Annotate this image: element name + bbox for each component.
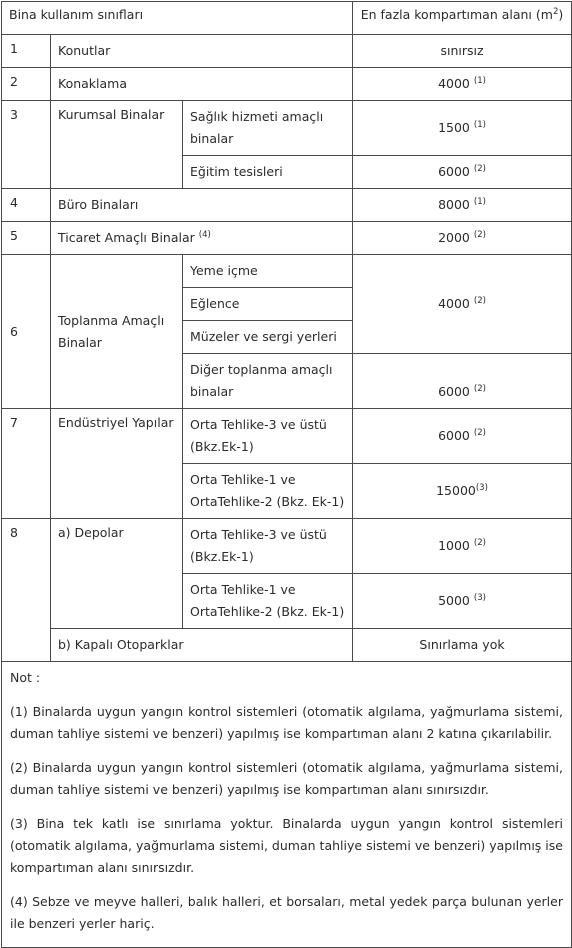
table-row (2, 222, 572, 255)
table-row (2, 255, 572, 288)
table-row (2, 629, 572, 662)
footnote-ref: (2) (473, 295, 486, 306)
row-area-value (353, 156, 572, 189)
area-value: 1500 (438, 120, 470, 135)
area-value: 5000 (438, 593, 470, 608)
row-area-value (353, 68, 572, 101)
row-class-name (51, 222, 353, 255)
header-row (2, 2, 572, 35)
footnote-ref: (3) (475, 482, 488, 493)
row-subclass-name: Orta Tehlike-1 ve OrtaTehlike-2 (Bkz. Ek-1) (183, 464, 353, 519)
row-class-name: Toplanma Amaçlı Binalar (51, 255, 183, 409)
header-area-exponent: 2 (552, 6, 559, 17)
row-subclass-name: Diğer toplanma amaçlı binalar (183, 354, 353, 409)
area-value: 6000 (438, 428, 470, 443)
header-classes: Bina kullanım sınıfları (2, 2, 353, 35)
table-row (2, 35, 572, 68)
table-row (2, 409, 572, 464)
area-value: 1000 (438, 538, 470, 553)
row-area-value (353, 574, 572, 629)
area-value: 4000 (438, 76, 470, 91)
row-area-value: sınırsız (353, 35, 572, 68)
footnote-ref: (2) (473, 383, 486, 394)
footnote-1: (1) Binalarda uygun yangın kontrol sistemleri (otomatik algılama, yağmurlama sistemi, duman tahliye sistemi ve benzeri) yapılmış ise kompartıman alanı 2 katına çıkarılabilir. (10, 704, 563, 741)
row-area-value (353, 189, 572, 222)
table-row (2, 101, 572, 156)
footnote-ref: (1) (473, 75, 486, 86)
row-subclass-name: Orta Tehlike-3 ve üstü (Bkz.Ek-1) (183, 409, 353, 464)
row-area-value (353, 409, 572, 464)
footnote-ref: (1) (473, 196, 486, 207)
table-row (2, 189, 572, 222)
row-class-name: Endüstriyel Yapılar (51, 409, 183, 519)
footnote-ref: (1) (473, 119, 486, 130)
row-area-value (353, 464, 572, 519)
row-number: 6 (2, 255, 51, 409)
row-class-name: a) Depolar (51, 519, 183, 629)
row-area-value (353, 255, 572, 354)
row-area-value: Sınırlama yok (353, 629, 572, 662)
area-value: 4000 (438, 296, 470, 311)
row-number: 5 (2, 222, 51, 255)
footnote-3: (3) Bina tek katlı ise sınırlama yoktur. Binalarda uygun yangın kontrol sistemleri (otomatik algılama, yağmurlama sistemi, duman tahliye sistemi ve benzeri) yapılmış ise kompartıman alanı sınırsızdır. (10, 816, 563, 875)
footnote-ref: (4) (198, 229, 211, 240)
row-class-name: Kurumsal Binalar (51, 101, 183, 189)
row-number: 7 (2, 409, 51, 519)
row-class-name: Konutlar (51, 35, 353, 68)
footnote-ref: (2) (473, 229, 486, 240)
row-subclass-name: Eğitim tesisleri (183, 156, 353, 189)
row-area-value (353, 354, 572, 409)
footnote-ref: (2) (473, 427, 486, 438)
area-value: 15000 (436, 483, 476, 498)
row-subclass-name: Yeme içme (183, 255, 353, 288)
area-value: 6000 (438, 384, 470, 399)
row-number: 4 (2, 189, 51, 222)
row-number: 3 (2, 101, 51, 189)
row-number: 8 (2, 519, 51, 662)
footnote-ref: (3) (473, 592, 486, 603)
notes-row (2, 662, 572, 948)
row-number: 1 (2, 35, 51, 68)
row-subclass-name: Eğlence (183, 288, 353, 321)
notes-title: Not : (10, 670, 41, 685)
row-subclass-name: Orta Tehlike-3 ve üstü (Bkz.Ek-1) (183, 519, 353, 574)
table-row (2, 519, 572, 574)
row-class-name: Konaklama (51, 68, 353, 101)
class-name-text: Ticaret Amaçlı Binalar (58, 230, 195, 245)
area-value: 6000 (438, 164, 470, 179)
area-value: 8000 (438, 197, 470, 212)
header-area-close: ) (558, 7, 564, 22)
header-area-label: En fazla kompartıman alanı (m (360, 7, 553, 22)
footnote-ref: (2) (473, 537, 486, 548)
notes-cell (2, 662, 572, 948)
footnote-ref: (2) (473, 163, 486, 174)
row-class-name: Büro Binaları (51, 189, 353, 222)
row-subclass-name: Müzeler ve sergi yerleri (183, 321, 353, 354)
row-number: 2 (2, 68, 51, 101)
table-row (2, 68, 572, 101)
footnote-4: (4) Sebze ve meyve halleri, balık halleri, et borsaları, metal yedek parça bulunan yerler ile benzeri yerler hariç. (10, 894, 563, 931)
row-subclass-name: Orta Tehlike-1 ve OrtaTehlike-2 (Bkz. Ek-1) (183, 574, 353, 629)
row-class-name: b) Kapalı Otoparklar (51, 629, 353, 662)
footnote-2: (2) Binalarda uygun yangın kontrol sistemleri (otomatik algılama, yağmurlama sistemi, duman tahliye sistemi ve benzeri) yapılmış ise kompartıman alanı sınırsızdır. (10, 760, 563, 797)
row-area-value (353, 222, 572, 255)
compartment-area-table (1, 1, 572, 948)
row-subclass-name: Sağlık hizmeti amaçlı binalar (183, 101, 353, 156)
row-area-value (353, 101, 572, 156)
row-area-value (353, 519, 572, 574)
header-area (353, 2, 572, 35)
area-value: 2000 (438, 230, 470, 245)
